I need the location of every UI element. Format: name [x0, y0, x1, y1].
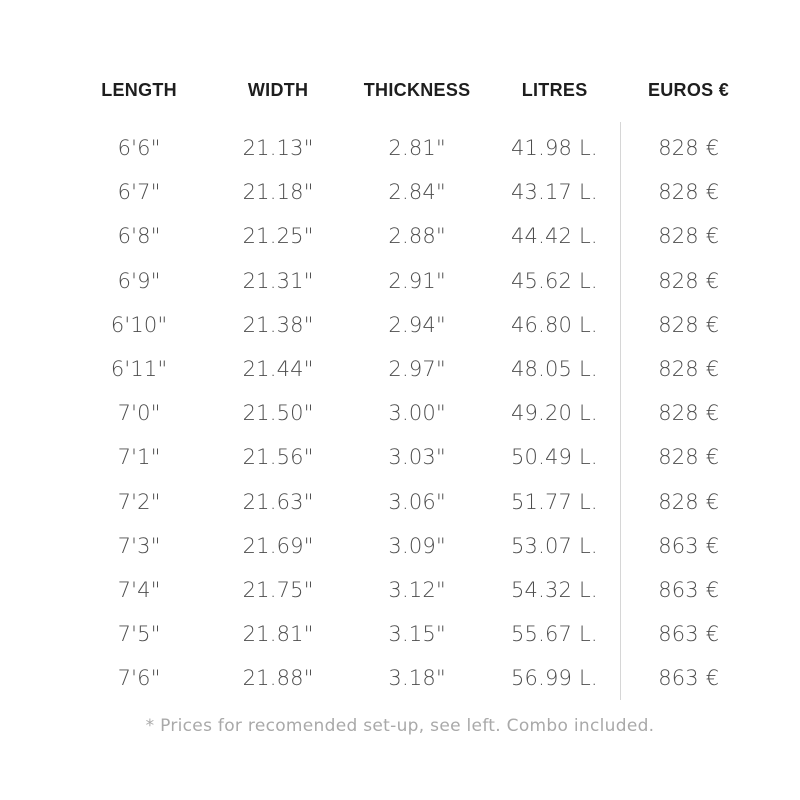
- cell-length: 6'10": [110, 312, 168, 337]
- cell-litres: 44.42 L.: [510, 224, 598, 249]
- cell-thickness: 2.81": [388, 136, 446, 161]
- cell-price: 828 €: [620, 480, 757, 524]
- cell-price: 828 €: [620, 214, 757, 258]
- header-euros: EUROS €: [647, 79, 730, 100]
- cell-litres: 54.32 L.: [510, 577, 598, 602]
- cell-thickness: 3.15": [388, 622, 446, 647]
- cell-litres: 50.49 L.: [510, 445, 598, 470]
- cell-thickness: 3.03": [388, 445, 446, 470]
- table-body: [67, 122, 757, 700]
- footnote: * Prices for recomended set-up, see left. Combo included.: [145, 716, 655, 736]
- cell-price: 828 €: [620, 391, 757, 435]
- cell-price: 828 €: [620, 347, 757, 391]
- cell-width: 21.69": [242, 533, 314, 558]
- cell-length: 7'0": [117, 401, 161, 426]
- cell-price: 828 €: [620, 303, 757, 347]
- table-row: [67, 391, 757, 435]
- cell-length: 6'9": [117, 268, 161, 293]
- cell-length: 7'6": [117, 666, 161, 691]
- cell-price: 828 €: [620, 170, 757, 214]
- cell-length: 7'4": [117, 577, 161, 602]
- table-row: [67, 612, 757, 656]
- cell-thickness: 3.12": [388, 577, 446, 602]
- cell-litres: 56.99 L.: [510, 666, 598, 691]
- table-row: [67, 170, 757, 214]
- cell-width: 21.75": [242, 577, 314, 602]
- table-row: [67, 480, 757, 524]
- table-row: [67, 259, 757, 303]
- cell-price: 828 €: [620, 259, 757, 303]
- cell-width: 21.38": [242, 312, 314, 337]
- cell-length: 7'1": [117, 445, 161, 470]
- cell-width: 21.81": [242, 622, 314, 647]
- header-row: [67, 72, 757, 122]
- table-row: [67, 656, 757, 700]
- cell-length: 7'5": [117, 622, 161, 647]
- table-row: [67, 122, 757, 170]
- table-row: [67, 214, 757, 258]
- cell-litres: 45.62 L.: [510, 268, 598, 293]
- cell-price: 863 €: [620, 656, 757, 700]
- cell-price: 863 €: [620, 524, 757, 568]
- header-litres: LITRES: [521, 79, 588, 100]
- cell-litres: 55.67 L.: [510, 622, 598, 647]
- cell-litres: 53.07 L.: [510, 533, 598, 558]
- cell-width: 21.63": [242, 489, 314, 514]
- header-thickness: THICKNESS: [363, 79, 471, 100]
- cell-width: 21.31": [242, 268, 314, 293]
- cell-thickness: 3.18": [388, 666, 446, 691]
- cell-litres: 48.05 L.: [510, 357, 598, 382]
- cell-length: 7'2": [117, 489, 161, 514]
- cell-width: 21.88": [242, 666, 314, 691]
- cell-price: 828 €: [620, 435, 757, 479]
- cell-width: 21.18": [242, 180, 314, 205]
- cell-thickness: 2.94": [388, 312, 446, 337]
- cell-thickness: 2.84": [388, 180, 446, 205]
- size-table: [67, 72, 757, 700]
- cell-length: 6'11": [110, 357, 168, 382]
- table-row: [67, 303, 757, 347]
- cell-thickness: 2.97": [388, 357, 446, 382]
- cell-thickness: 3.00": [388, 401, 446, 426]
- cell-litres: 51.77 L.: [510, 489, 598, 514]
- cell-length: 7'3": [117, 533, 161, 558]
- cell-price: 828 €: [620, 122, 757, 170]
- cell-litres: 49.20 L.: [510, 401, 598, 426]
- cell-width: 21.25": [242, 224, 314, 249]
- cell-length: 6'6": [117, 136, 161, 161]
- cell-thickness: 2.91": [388, 268, 446, 293]
- cell-price: 863 €: [620, 612, 757, 656]
- cell-length: 6'8": [117, 224, 161, 249]
- cell-length: 6'7": [117, 180, 161, 205]
- table-row: [67, 568, 757, 612]
- cell-price: 863 €: [620, 568, 757, 612]
- cell-litres: 43.17 L.: [510, 180, 598, 205]
- cell-width: 21.56": [242, 445, 314, 470]
- header-length: LENGTH: [101, 79, 177, 100]
- table-row: [67, 347, 757, 391]
- cell-litres: 46.80 L.: [510, 312, 598, 337]
- cell-thickness: 2.88": [388, 224, 446, 249]
- cell-width: 21.50": [242, 401, 314, 426]
- cell-width: 21.44": [242, 357, 314, 382]
- cell-thickness: 3.06": [388, 489, 446, 514]
- cell-litres: 41.98 L.: [510, 136, 598, 161]
- cell-width: 21.13": [242, 136, 314, 161]
- table-row: [67, 435, 757, 479]
- cell-thickness: 3.09": [388, 533, 446, 558]
- header-width: WIDTH: [247, 79, 309, 100]
- table-row: [67, 524, 757, 568]
